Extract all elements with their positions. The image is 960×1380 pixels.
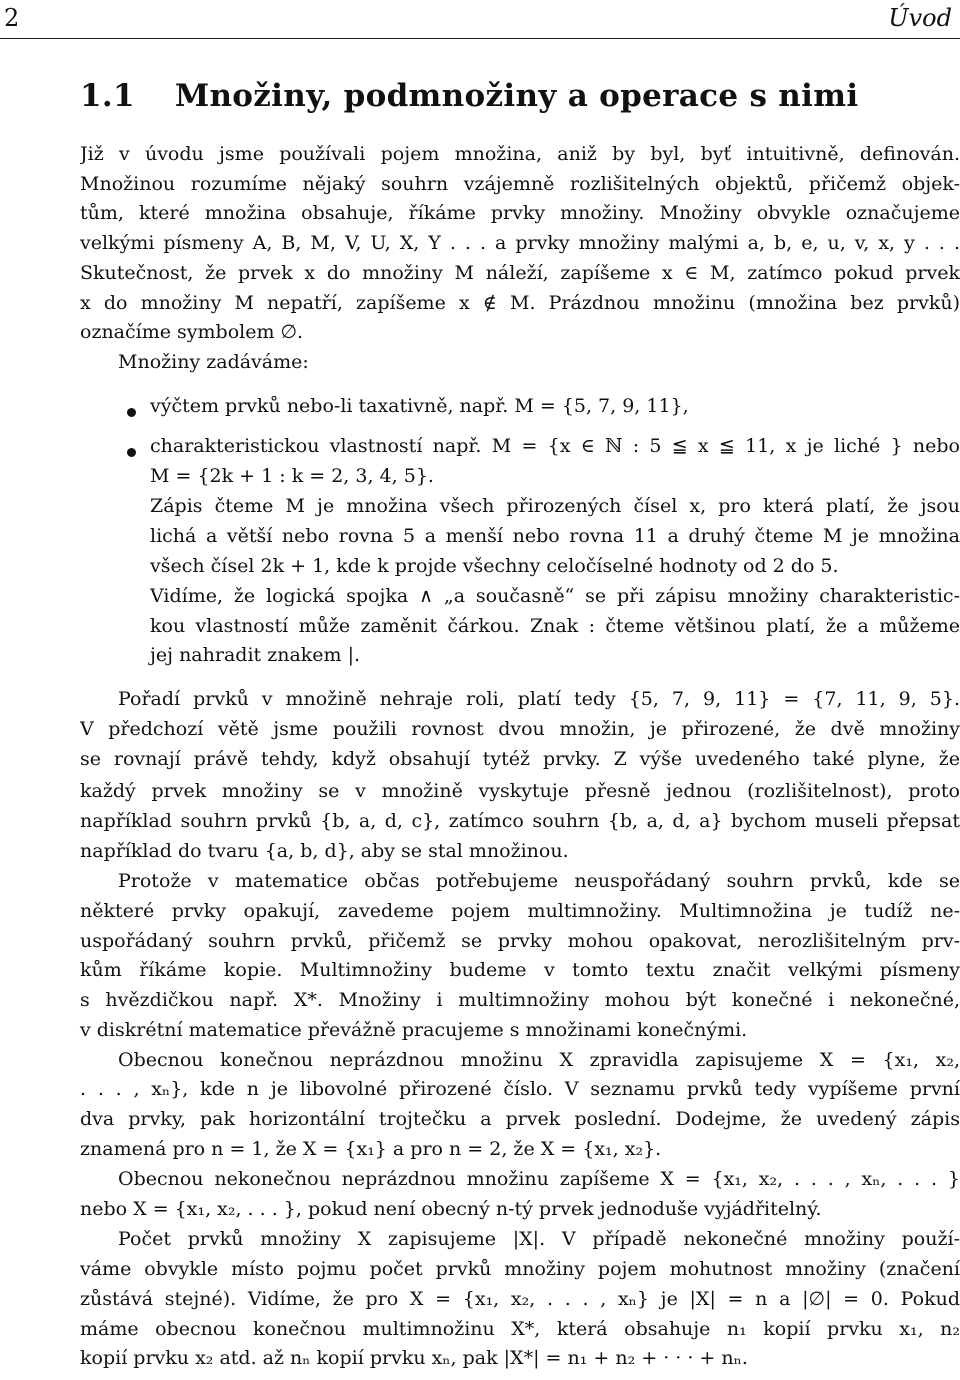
text-line bbox=[150, 392, 689, 420]
text-line-content: Protože v matematice občas potřebujeme neuspořádaný souhrn prvků, kde se bbox=[118, 870, 960, 892]
text-line-content: výčtem prvků nebo-li taxativně, např. M = {5, 7, 9, 11}, bbox=[150, 395, 689, 417]
text-line-content: Zápis čteme M je množina všech přirozených čísel x, pro která platí, že jsou bbox=[150, 495, 960, 517]
text-line-content: například do tvaru {a, b, d}, aby se stal množinou. bbox=[80, 840, 569, 862]
section-title: Množiny, podmnožiny a operace s nimi bbox=[174, 78, 859, 114]
text-line-content: kopií prvku x₂ atd. až nₙ kopií prvku xₙ, pak |X*| = n₁ + n₂ + · · · + nₙ. bbox=[80, 1347, 748, 1369]
text-line-content: velkými písmeny A, B, M, V, U, X, Y . . . a prvky množiny malými a, b, e, u, v, x, y . . . bbox=[80, 232, 960, 254]
text-line-content: se rovnají právě tehdy, když obsahují tytéž prvky. Z výše uvedeného také plyne, že bbox=[80, 748, 960, 770]
text-line-content: jej nahradit znakem |. bbox=[150, 644, 361, 666]
bullet-point bbox=[127, 448, 136, 457]
text-line-content: charakteristickou vlastností např. M = {x ∈ ℕ : 5 ≦ x ≦ 11, x je liché } nebo bbox=[150, 435, 960, 457]
bullet-point bbox=[127, 408, 136, 417]
text-line-content: Obecnou konečnou neprázdnou množinu X zpravidla zapisujeme X = {x₁, x₂, bbox=[118, 1049, 960, 1071]
text-line bbox=[150, 641, 360, 669]
text-line bbox=[150, 462, 434, 490]
text-line-content: označíme symbolem ∅. bbox=[80, 321, 304, 343]
text-line-content: Množiny zadáváme: bbox=[118, 351, 309, 373]
text-line-content: tům, které množina obsahuje, říkáme prvky množiny. Množiny obvykle označujeme bbox=[80, 202, 960, 224]
text-line bbox=[118, 348, 309, 376]
text-line-content: Pořadí prvků v množině nehraje roli, platí tedy {5, 7, 9, 11} = {7, 11, 9, 5}. bbox=[118, 688, 960, 710]
text-line-content: znamená pro n = 1, že X = {x₁} a pro n = 2, že X = {x₁, x₂}. bbox=[80, 1138, 662, 1160]
text-line-content: Vidíme, že logická spojka ∧ „a současně“ se při zápisu množiny charakteristic- bbox=[150, 585, 960, 607]
text-line-content: Skutečnost, že prvek x do množiny M náleží, zapíšeme x ∈ M, zatímco pokud prvek bbox=[80, 262, 960, 284]
text-line bbox=[80, 1195, 822, 1223]
text-line-content: lichá a větší nebo rovna 5 a menší nebo rovna 11 a druhý čteme M je množina bbox=[150, 525, 960, 547]
text-line-content: Již v úvodu jsme používali pojem množina, aniž by byl, byť intuitivně, definován. bbox=[80, 143, 960, 165]
text-line-content: v diskrétní matematice převážně pracujeme s množinami konečnými. bbox=[80, 1019, 748, 1041]
text-line bbox=[80, 745, 960, 781]
text-line-content: některé prvky opakují, zavedeme pojem multimnožiny. Multimnožina je tudíž ne- bbox=[80, 900, 960, 922]
text-line-content: Počet prvků množiny X zapisujeme |X|. V případě nekonečné množiny použí- bbox=[118, 1228, 960, 1250]
header-rule bbox=[0, 38, 960, 39]
text-line-content: kům říkáme kopie. Multimnožiny budeme v tomto textu značit velkými písmeny bbox=[80, 959, 960, 981]
page-number: 2 bbox=[4, 4, 20, 32]
text-line-content: M = {2k + 1 : k = 2, 3, 4, 5}. bbox=[150, 465, 434, 487]
text-line-content: V předchozí větě jsme použili rovnost dvou množin, je přirozené, že dvě množiny bbox=[80, 718, 960, 740]
text-line-content: kou vlastností může zaměnit čárkou. Znak : čteme většinou platí, že a můžeme bbox=[150, 615, 960, 637]
text-line bbox=[80, 1016, 747, 1044]
section-heading bbox=[80, 78, 858, 114]
text-line bbox=[150, 552, 839, 580]
section-number: 1.1 bbox=[80, 78, 135, 114]
text-line bbox=[80, 1344, 748, 1372]
chapter-title: Úvod bbox=[888, 4, 952, 32]
text-line-content: uspořádaný souhrn prvků, přičemž se prvky mohou opakovat, nerozlišitelným prv- bbox=[80, 930, 960, 952]
text-line bbox=[80, 1135, 661, 1163]
text-line-content: máme obecnou konečnou multimnožinu X*, která obsahuje n₁ kopií prvku x₁, n₂ bbox=[80, 1318, 960, 1340]
text-line bbox=[80, 318, 303, 346]
text-line-content: x do množiny M nepatří, zapíšeme x ∉ M. Prázdnou množinu (množina bez prvků) bbox=[80, 292, 960, 314]
text-line-content: všech čísel 2k + 1, kde k projde všechny celočíselné hodnoty od 2 do 5. bbox=[150, 555, 839, 577]
text-line-content: . . . , xₙ}, kde n je libovolné přirozené číslo. V seznamu prvků tedy vypíšeme první bbox=[80, 1078, 960, 1100]
text-line bbox=[80, 837, 569, 865]
text-line-content: s hvězdičkou např. X*. Množiny i multimnožiny mohou být konečné i nekonečné, bbox=[80, 989, 960, 1011]
text-line-content: váme obvykle místo pojmu počet prvků množiny pojem mohutnost množiny (značení bbox=[80, 1258, 960, 1280]
text-line-content: zůstává stejné). Vidíme, že pro X = {x₁, x₂, . . . , xₙ} je |X| = n a |∅| = 0. Pokud bbox=[80, 1288, 960, 1310]
text-line-content: dva prvky, pak horizontální trojtečku a prvek poslední. Dodejme, že uvedený zápis bbox=[80, 1108, 960, 1130]
running-header bbox=[0, 4, 960, 34]
text-line-content: každý prvek množiny se v množině vyskytuje přesně jednou (rozlišitelnost), proto bbox=[80, 780, 960, 802]
text-line-content: nebo X = {x₁, x₂, . . . }, pokud není obecný n-tý prvek jednoduše vyjádřitelný. bbox=[80, 1198, 822, 1220]
text-line-content: Obecnou nekonečnou neprázdnou množinu zapíšeme X = {x₁, x₂, . . . , xₙ, . . . } bbox=[118, 1168, 960, 1190]
text-line-content: Množinou rozumíme nějaký souhrn vzájemně rozlišitelných objektů, přičemž objek- bbox=[80, 173, 960, 195]
text-line-content: například souhrn prvků {b, a, d, c}, zatímco souhrn {b, a, d, a} bychom museli přepsat bbox=[80, 810, 960, 832]
